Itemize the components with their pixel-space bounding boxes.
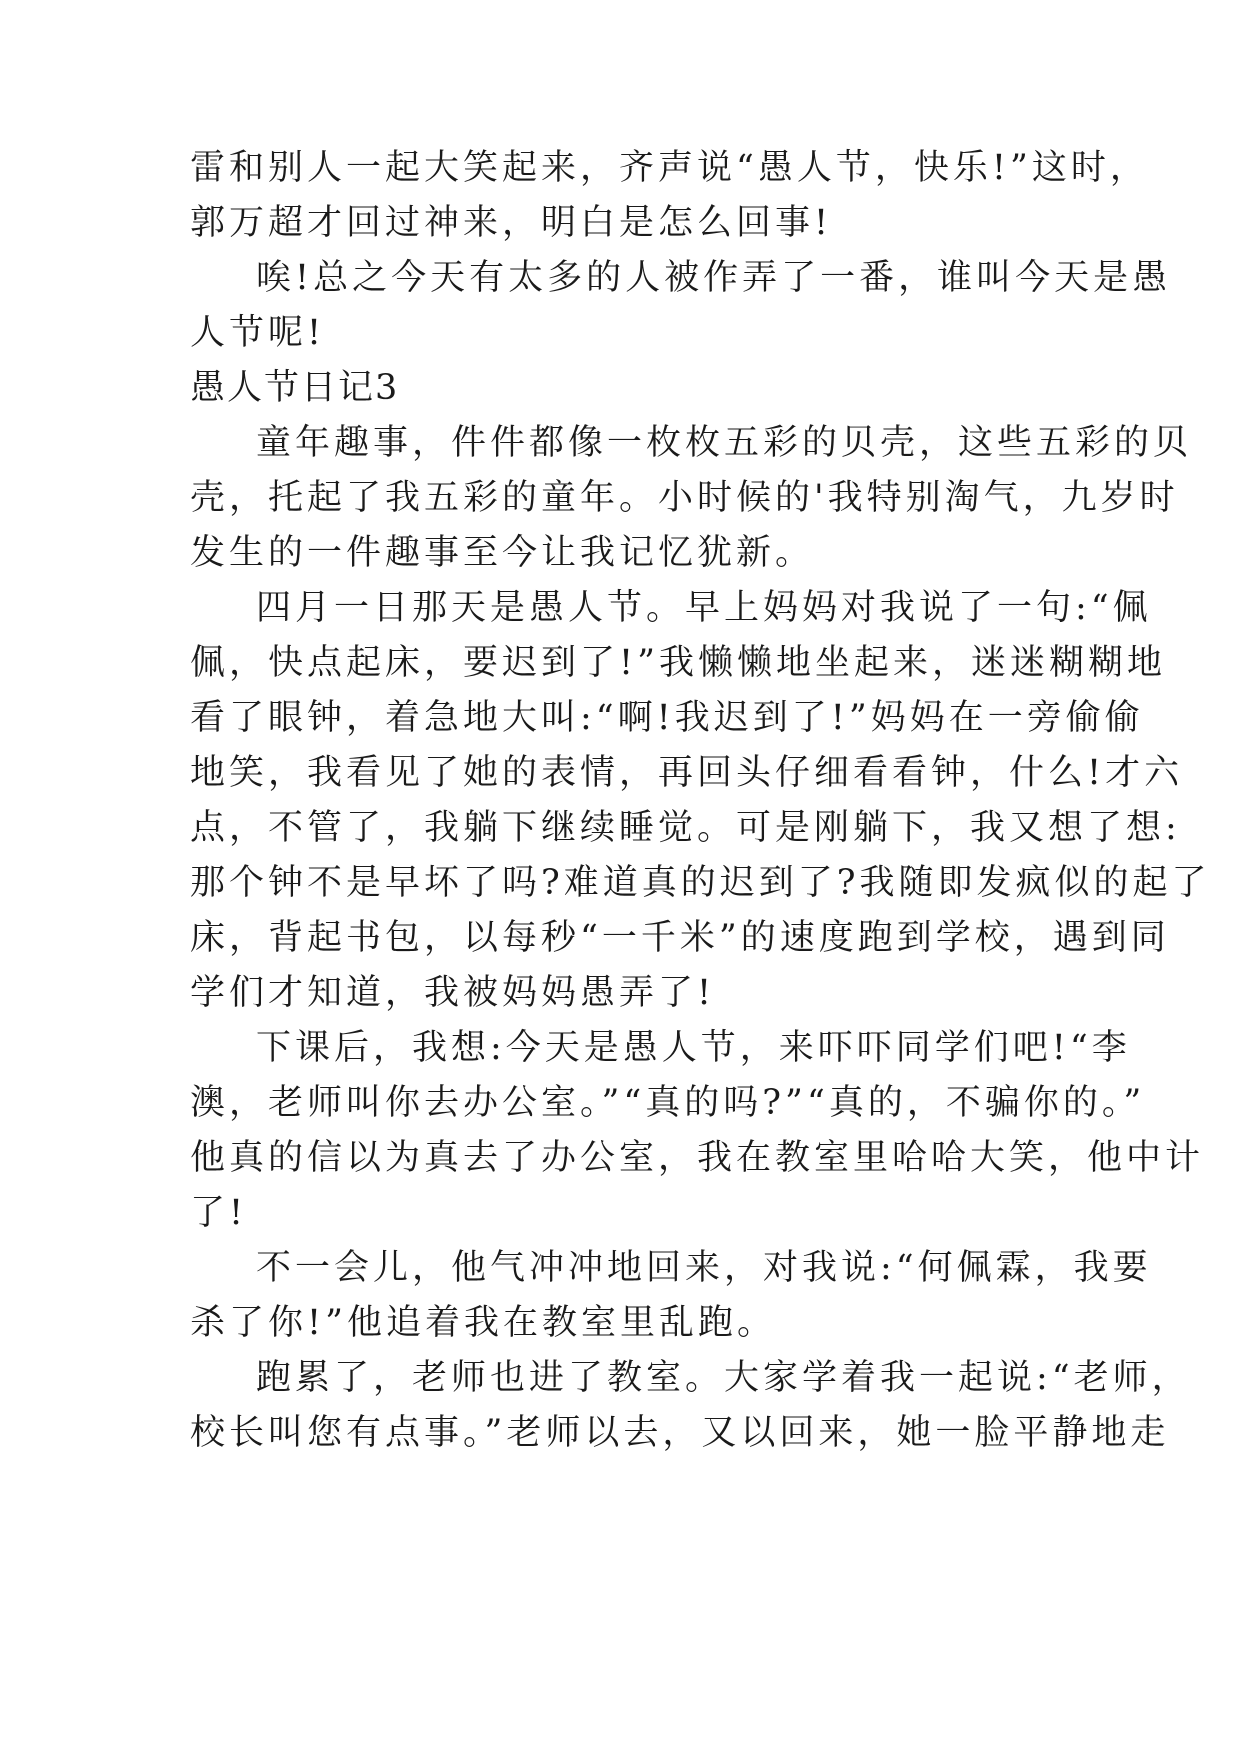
paragraph-first-line: 童年趣事，件件都像一枚枚五彩的贝壳，这些五彩的贝 [256, 423, 1193, 463]
text-line: 雷和别人一起大笑起来，齐声说“愚人节，快乐!”这时， [190, 148, 1149, 188]
text-line: 学们才知道，我被妈妈愚弄了! [190, 973, 716, 1013]
text-line: 澳，老师叫你去办公室。”“真的吗?”“真的，不骗你的。” [190, 1083, 1146, 1123]
text-line: 了! [190, 1193, 248, 1233]
text-line: 佩，快点起床，要迟到了!”我懒懒地坐起来，迷迷糊糊地 [190, 643, 1166, 683]
text-line: 那个钟不是早坏了吗?难道真的迟到了?我随即发疯似的起了 [190, 863, 1211, 903]
text-line: 床，背起书包，以每秒“一千米”的速度跑到学校，遇到同 [190, 918, 1170, 958]
text-line: 他真的信以为真去了办公室，我在教室里哈哈大笑，他中计 [190, 1138, 1205, 1178]
text-line: 看了眼钟，着急地大叫:“啊!我迟到了!”妈妈在一旁偷偷 [190, 698, 1144, 738]
text-line: 人节呢! [190, 313, 326, 353]
paragraph-first-line: 下课后，我想:今天是愚人节，来吓吓同学们吧!“李 [256, 1028, 1131, 1068]
text-line: 杀了你!”他追着我在教室里乱跑。 [190, 1303, 776, 1343]
text-line: 壳，托起了我五彩的童年。小时候的'我特别淘气，九岁时 [190, 478, 1179, 518]
paragraph-first-line: 四月一日那天是愚人节。早上妈妈对我说了一句:“佩 [256, 588, 1152, 628]
text-line: 点，不管了，我躺下继续睡觉。可是刚躺下，我又想了想: [190, 808, 1181, 848]
section-heading: 愚人节日记3 [190, 368, 400, 408]
paragraph-first-line: 跑累了，老师也进了教室。大家学着我一起说:“老师， [256, 1358, 1191, 1398]
text-line: 地笑，我看见了她的表情，再回头仔细看看钟，什么!才六 [190, 753, 1184, 793]
text-line: 校长叫您有点事。”老师以去，又以回来，她一脸平静地走 [190, 1413, 1170, 1453]
paragraph-first-line: 唉!总之今天有太多的人被作弄了一番，谁叫今天是愚 [256, 258, 1172, 298]
text-line: 郭万超才回过神来，明白是怎么回事! [190, 203, 833, 243]
text-line: 发生的一件趣事至今让我记忆犹新。 [190, 533, 815, 573]
paragraph-first-line: 不一会儿，他气冲冲地回来，对我说:“何佩霖，我要 [256, 1248, 1152, 1288]
